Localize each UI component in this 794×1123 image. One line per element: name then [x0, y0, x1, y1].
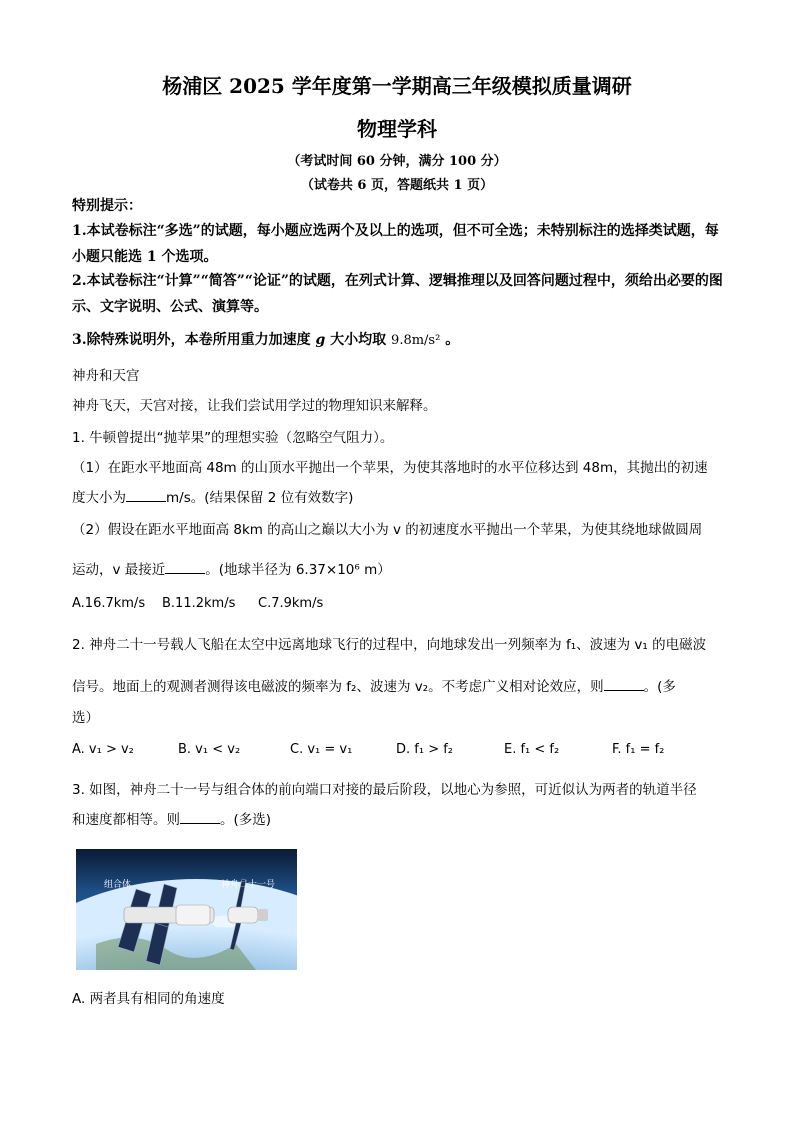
q1-part2-text: 运动，v 最接近 — [72, 562, 166, 578]
q3-line2-text: 和速度都相等。则 — [72, 812, 180, 828]
q1-option-a[interactable]: A.16.7km/s — [72, 596, 146, 611]
q2-answer-blank[interactable] — [604, 676, 644, 691]
notes-heading: 特别提示： — [72, 198, 142, 214]
section-title: 神舟和天宫 — [72, 368, 140, 384]
q1-stem: 1. 牛顿曾提出“抛苹果”的理想实验（忽略空气阻力）。 — [72, 430, 394, 446]
label-station: 组合体 — [104, 880, 132, 890]
pages-info: （试卷共 6 页，答题纸共 1 页） — [300, 178, 494, 193]
note-item-3-mid: 大小均取 — [330, 332, 387, 348]
station-module — [124, 905, 214, 925]
note-item-3-g: g — [315, 332, 326, 348]
q2-option-a[interactable]: A. v₁ > v₂ — [72, 742, 134, 757]
note-item-3-suffix: 。 — [445, 332, 460, 348]
q1-option-b[interactable]: B.11.2km/s — [162, 596, 236, 611]
q1-part2-note: 。(地球半径为 6.37×10⁶ m） — [205, 562, 391, 578]
q3-answer-blank[interactable] — [180, 809, 220, 824]
q1-part1-text: 度大小为 — [72, 490, 126, 506]
q1-option-c[interactable]: C.7.9km/s — [258, 596, 324, 611]
q1-part2-line2 — [72, 555, 732, 585]
note-item-3-value: 9.8m/s² — [391, 333, 441, 348]
q1-part1-line1: （1）在距水平地面高 48m 的山顶水平抛出一个苹果，为使其落地时的水平位移达到 48m，其抛出的初速 — [72, 460, 708, 476]
note-item-1: 1.本试卷标注“多选”的试题，每小题应选两个及以上的选项，但不可全选；未特别标注的选择类试题，每小题只能选 1 个选项。 — [72, 223, 719, 265]
subject-title: 物理学科 — [357, 117, 437, 141]
q2-line1: 2. 神舟二十一号载人飞船在太空中远离地球飞行的过程中，向地球发出一列频率为 f₁、波速为 v₁ 的电磁波 — [72, 637, 707, 653]
q2-line3: 选） — [72, 710, 99, 726]
q2-option-d[interactable]: D. f₁ > f₂ — [396, 742, 454, 757]
note-item-2: 2.本试卷标注“计算”“简答”“论证”的试题，在列式计算、逻辑推理以及回答问题过程中，须给出必要的图示、文字说明、公式、演算等。 — [72, 273, 723, 315]
q2-option-f[interactable]: F. f₁ = f₂ — [612, 742, 665, 757]
q3-line2-tail: 。(多选) — [220, 812, 272, 828]
note-item-3-prefix: 3.除特殊说明外，本卷所用重力加速度 — [72, 332, 311, 348]
q2-option-e[interactable]: E. f₁ < f₂ — [504, 742, 560, 757]
note-item-3 — [72, 327, 732, 354]
q3-option-a[interactable]: A. 两者具有相同的角速度 — [72, 991, 225, 1007]
q2-option-b[interactable]: B. v₁ < v₂ — [178, 742, 241, 757]
q2-option-c[interactable]: C. v₁ = v₁ — [290, 742, 353, 757]
q1-part2-answer-blank[interactable] — [165, 559, 205, 574]
q2-line2 — [72, 672, 732, 702]
time-info: （考试时间 60 分钟，满分 100 分） — [287, 154, 507, 169]
q3-line2 — [72, 805, 732, 835]
q1-part2-line1: （2）假设在距水平地面高 8km 的高山之巅以大小为 v 的初速度水平抛出一个苹果，为使其绕地球做圆周 — [72, 522, 703, 538]
spacecraft-docking-image — [76, 849, 297, 970]
q1-part1-unit: m/s。(结果保留 2 位有效数字) — [166, 490, 354, 506]
docking-illustration — [76, 849, 297, 970]
exam-title: 杨浦区 2025 学年度第一学期高三年级模拟质量调研 — [162, 74, 632, 98]
section-intro: 神舟飞天，天宫对接，让我们尝试用学过的物理知识来解释。 — [72, 398, 437, 414]
q2-line2-text: 信号。地面上的观测者测得该电磁波的频率为 f₂、波速为 v₂。不考虑广义相对论效应，则 — [72, 679, 604, 695]
q3-line1: 3. 如图，神舟二十一号与组合体的前向端口对接的最后阶段，以地心为参照，可近似认为两者的轨道半径 — [72, 782, 697, 798]
q1-part1-answer-blank[interactable] — [126, 487, 166, 502]
label-spacecraft: 神舟二十一号 — [221, 880, 276, 890]
q2-line2-tail: 。(多 — [643, 679, 676, 695]
q1-part1-line2 — [72, 483, 732, 513]
